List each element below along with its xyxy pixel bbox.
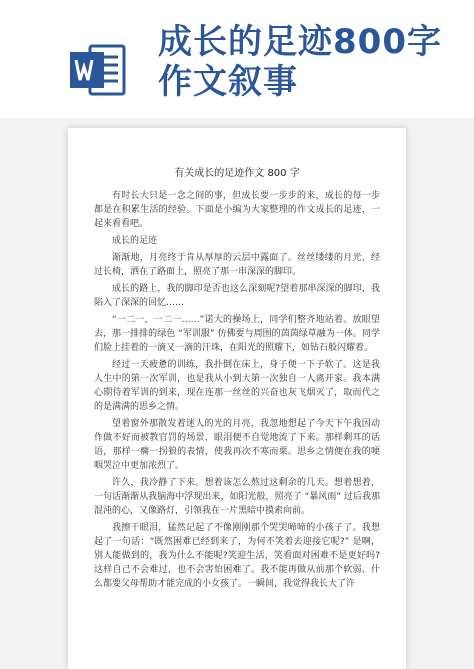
header-banner	[0, 0, 474, 118]
paragraph: 我擦干眼泪，猛然记起了不像刚刚那个哭哭啼啼的小孩子了。我想起了一句话：“既然困难已经到来了，为何不笑着去迎接它呢?” 是啊，别人能做到的，我为什么不能呢?笑迎生活，笑看面对困难不是更好吗?这样自己不会难过，也不会害怕困难了。我不能再做从前那个软弱、什么都要父母帮助才能完成的小女孩了。一瞬间，我觉得我长大了许	[94, 523, 380, 589]
paragraph: 渐渐地，月亮终于肯从厚厚的云层中露面了。丝丝缕缕的月光，经过长椅，洒在了路面上，照亮了那一串深深的脚印。	[94, 253, 380, 277]
document-title: 有关成长的足迹作文 800 字	[174, 168, 300, 179]
document-page	[68, 128, 406, 669]
banner-title: 成长的足迹800字作文叙事	[158, 22, 442, 102]
paragraph: 成长的足迹	[112, 236, 158, 246]
paragraph: 许久，我冷静了下来。想着该怎么熬过这剩余的几天。想着想着，一句话渐渐从我脑海中浮现出来，如阳光般，照亮了 “暴风雨” 过后我那混沌的心，又像路灯，引领我在一片黑暗中摸索向前。	[94, 478, 380, 516]
paragraph: 成长的路上，我的脚印是否也这么深刻呢?望着那串深深的脚印，我陷入了深深的回忆……	[94, 284, 380, 308]
document-body	[68, 189, 406, 591]
paragraph: 望着窗外那散发着迷人的光的月亮，我忽地想起了今天下午我因动作做不好而被教官罚的场景，眼泪便不自觉地流了下来。那样剩耳的话语，那样一瘸一拐狼的表情，使我再次不寒而栗。思乡之情便在我的哽咽哭泣中更加浓烈了。	[94, 419, 380, 471]
word-doc-icon	[68, 40, 128, 100]
paragraph: 有时长大只是一念之间的事，但成长要一步步的来，成长的每一步都是在积累生活的经验。下面是小编为大家整理的作文成长的足迹，一起来看看吧。	[94, 191, 380, 229]
paragraph: 经过一天疲惫的训练，我扑倒在床上，身子便一下子软了。这是我人生中的第一次军训，也是我从小到大第一次独自一人离开家。我本满心期待着军训的到来，现在连那一丝丝的兴奋也灰飞烟灭了，取而代之的是满满的思乡之情。	[94, 360, 380, 412]
paragraph: “一二一，一二一……”诺大的操场上，同学们整齐地站着。放眼望去，那一排排的绿色 “军训服” 仿佛要与周围的茵茵绿草融为一体。同学们脸上挂着的一滴又一滴的汗珠，在阳光的照耀下，如钻石般闪耀着。	[94, 315, 380, 353]
